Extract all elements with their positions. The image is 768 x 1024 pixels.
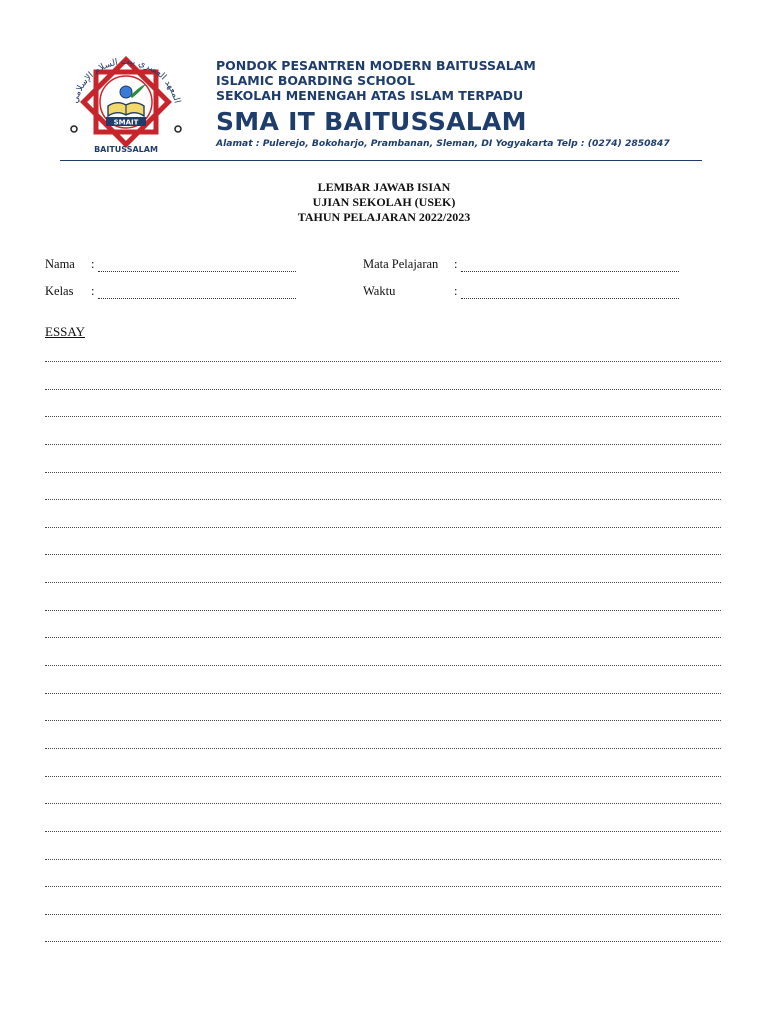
letterhead — [216, 58, 716, 150]
field-waktu — [363, 283, 679, 299]
title-line-1: LEMBAR JAWAB ISIAN — [317, 180, 451, 194]
field-separator: : — [454, 257, 458, 271]
field-mapel-blank[interactable] — [461, 260, 679, 272]
essay-answer-line[interactable] — [45, 720, 721, 721]
essay-answer-line[interactable] — [45, 831, 721, 832]
essay-answer-line[interactable] — [45, 499, 721, 500]
essay-answer-line[interactable] — [45, 527, 721, 528]
field-separator: : — [91, 257, 95, 271]
essay-answer-line[interactable] — [45, 859, 721, 860]
essay-answer-line[interactable] — [45, 444, 721, 445]
essay-answer-line[interactable] — [45, 637, 721, 638]
field-nama — [45, 256, 296, 272]
logo-bottom-text: BAITUSSALAM — [94, 145, 158, 154]
essay-answer-area — [45, 361, 721, 969]
essay-answer-line[interactable] — [45, 472, 721, 473]
field-waktu-label: Waktu — [363, 284, 396, 298]
essay-answer-line[interactable] — [45, 886, 721, 887]
essay-answer-line[interactable] — [45, 416, 721, 417]
essay-answer-line[interactable] — [45, 610, 721, 611]
field-kelas-blank[interactable] — [98, 287, 296, 299]
field-nama-blank[interactable] — [98, 260, 296, 272]
letterhead-line-2: ISLAMIC BOARDING SCHOOL — [216, 73, 415, 88]
essay-answer-line[interactable] — [45, 693, 721, 694]
letterhead-line-1: PONDOK PESANTREN MODERN BAITUSSALAM — [216, 58, 536, 73]
essay-answer-line[interactable] — [45, 582, 721, 583]
school-logo-icon — [60, 44, 192, 162]
essay-answer-line[interactable] — [45, 554, 721, 555]
title-line-3: TAHUN PELAJARAN 2022/2023 — [297, 210, 471, 224]
field-mata-pelajaran — [363, 256, 679, 272]
logo-center-text: SMAIT — [113, 118, 139, 127]
book-icon — [108, 103, 144, 116]
logo-arabic-text: المعهد العصري بيت السلام الإسلامي — [70, 56, 182, 105]
essay-answer-line[interactable] — [45, 776, 721, 777]
essay-answer-line[interactable] — [45, 941, 721, 942]
logo-ornament-left — [71, 126, 77, 132]
field-separator: : — [454, 284, 458, 298]
logo-ornament-right — [175, 126, 181, 132]
essay-heading: ESSAY — [45, 324, 85, 339]
field-mapel-label: Mata Pelajaran — [363, 257, 439, 271]
essay-answer-line[interactable] — [45, 914, 721, 915]
essay-answer-line[interactable] — [45, 361, 721, 362]
field-kelas-label: Kelas — [45, 284, 74, 298]
sheet-title — [0, 180, 768, 225]
letterhead-divider — [60, 160, 702, 161]
essay-answer-line[interactable] — [45, 389, 721, 390]
essay-answer-line[interactable] — [45, 665, 721, 666]
letterhead-line-3: SEKOLAH MENENGAH ATAS ISLAM TERPADU — [216, 88, 524, 103]
field-waktu-blank[interactable] — [461, 287, 679, 299]
essay-answer-line[interactable] — [45, 748, 721, 749]
essay-answer-line[interactable] — [45, 803, 721, 804]
title-line-2: UJIAN SEKOLAH (USEK) — [312, 195, 456, 209]
school-address: Alamat : Pulerejo, Bokoharjo, Prambanan, Sleman, DI Yogyakarta Telp : (0274) 2850847 — [216, 138, 670, 149]
field-nama-label: Nama — [45, 257, 75, 271]
field-kelas — [45, 283, 296, 299]
school-name: SMA IT BAITUSSALAM — [216, 107, 527, 136]
field-separator: : — [91, 284, 95, 298]
